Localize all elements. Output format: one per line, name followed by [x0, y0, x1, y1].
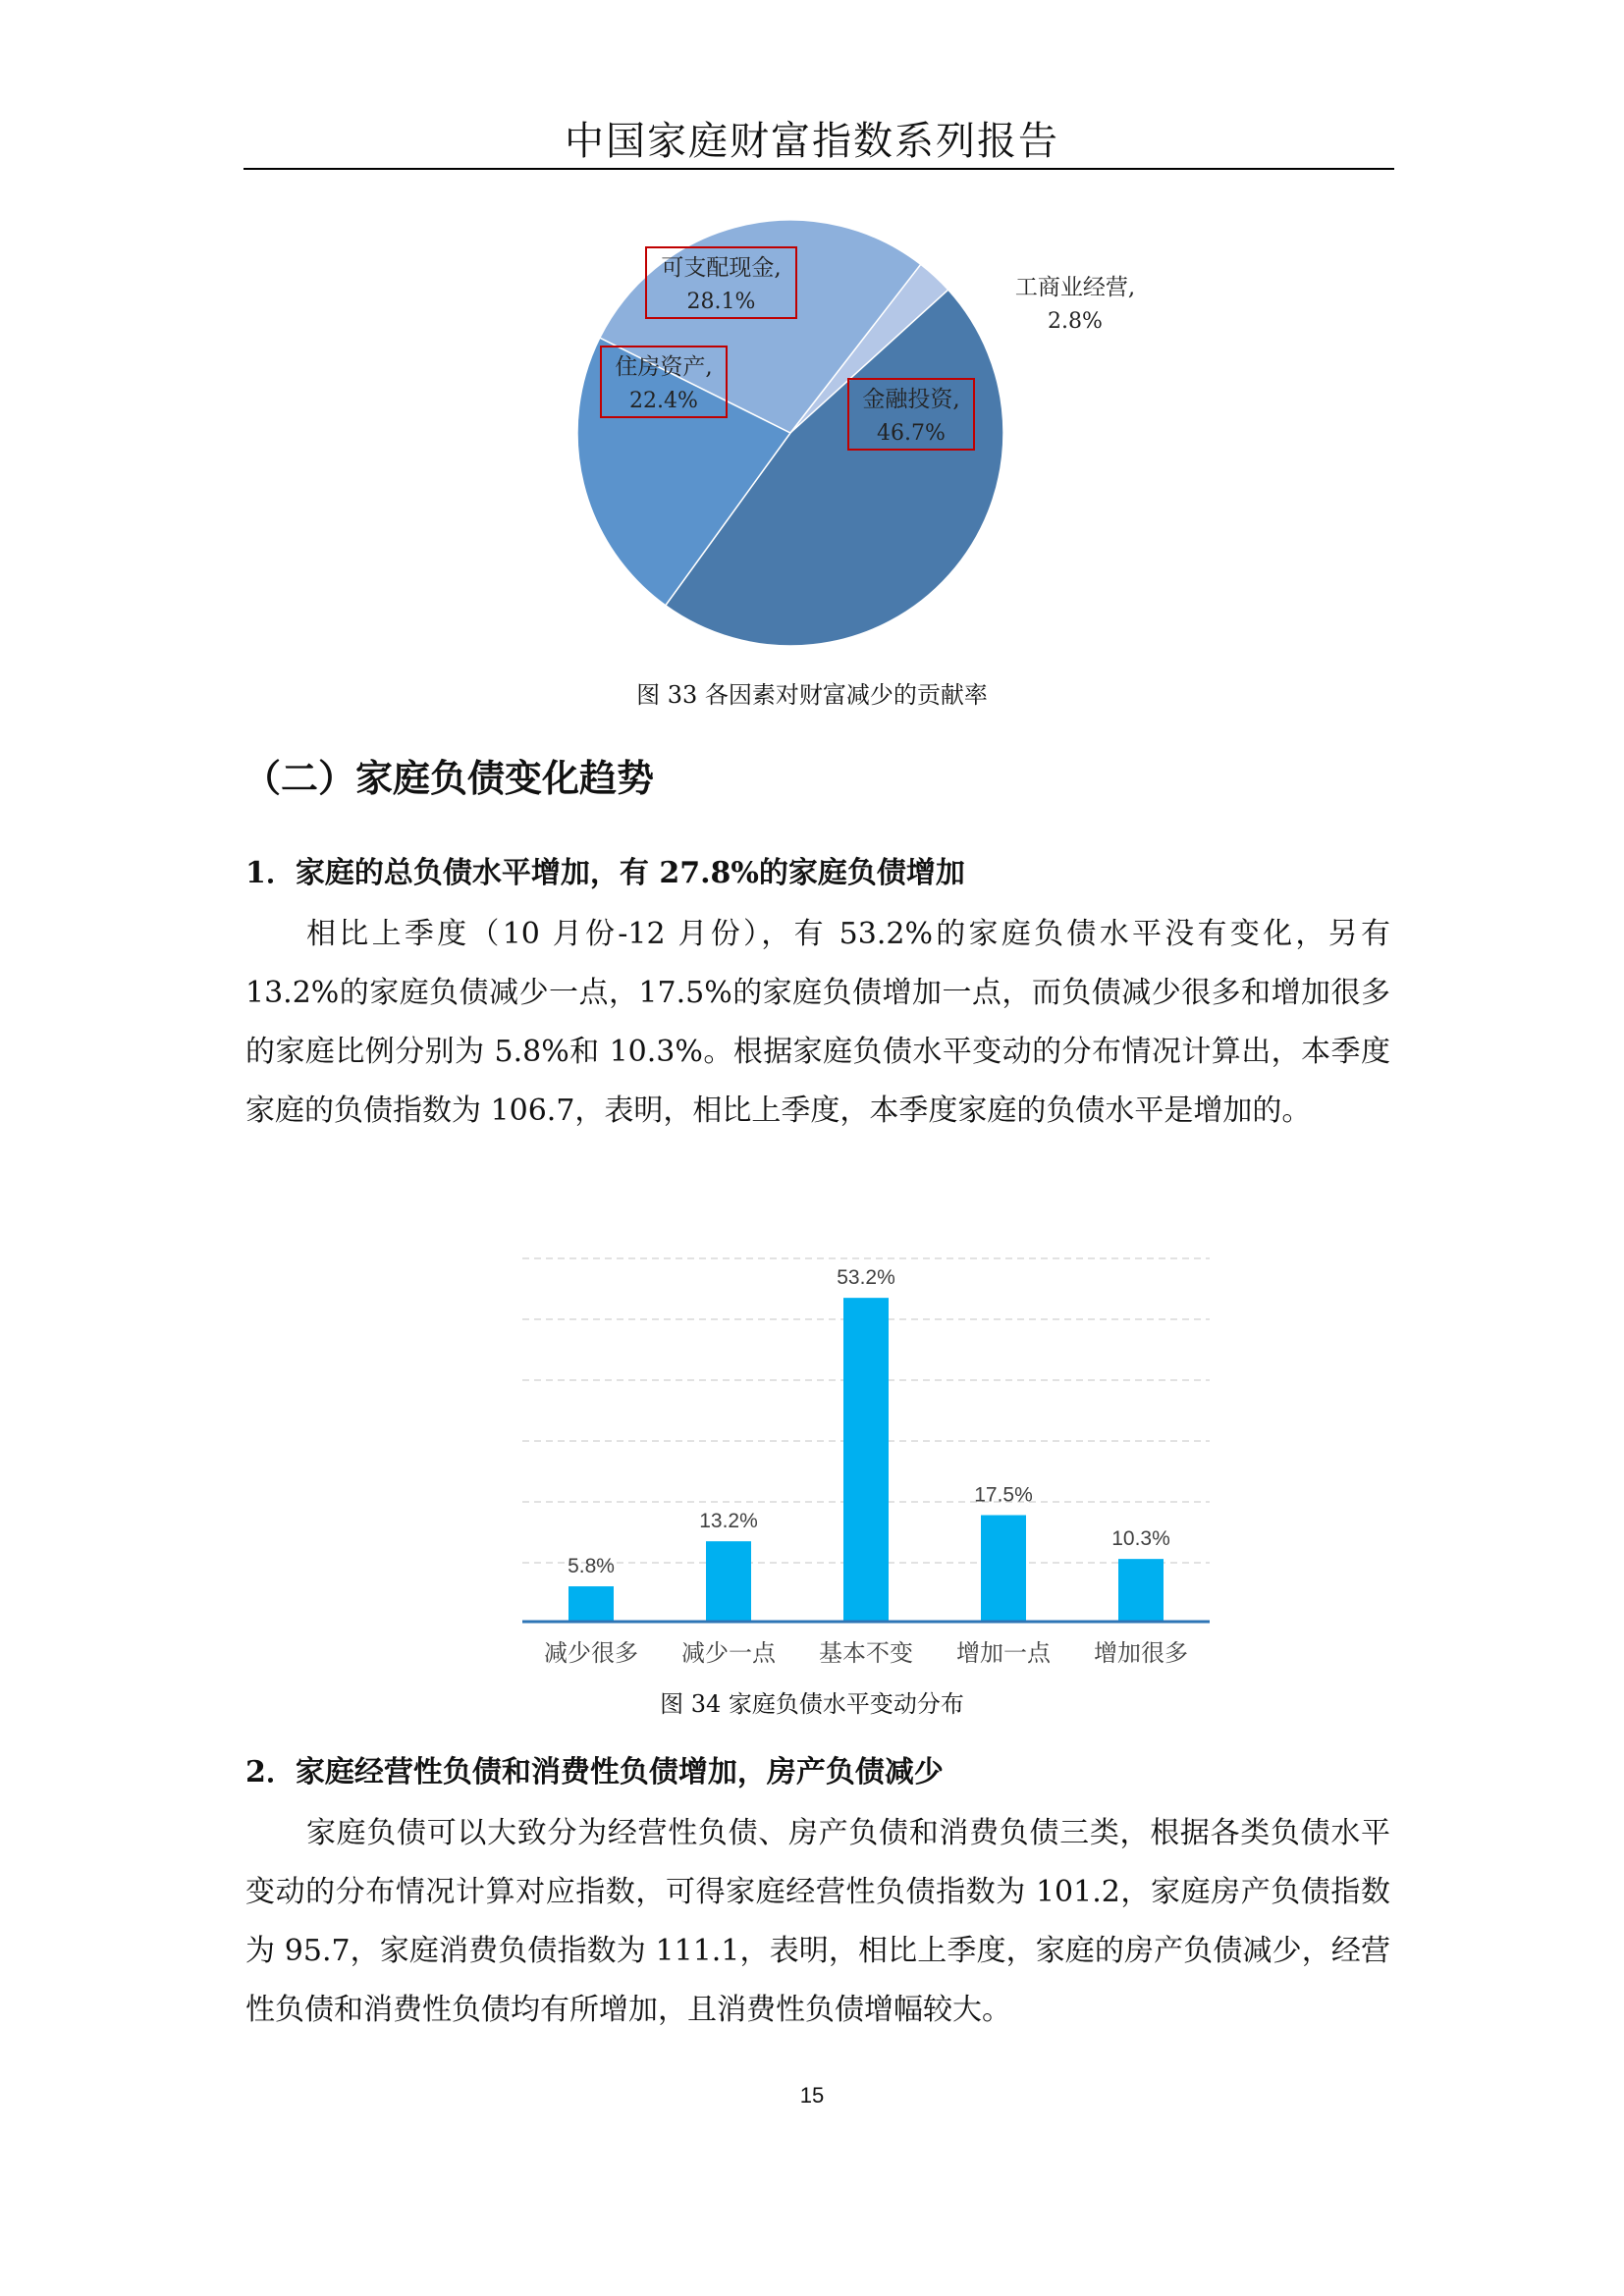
bar-category-label: 增加很多	[1094, 1640, 1188, 1667]
pie-chart-caption: 图 33 各因素对财富减少的贡献率	[636, 681, 988, 709]
bar	[843, 1298, 889, 1622]
bar-value-label: 10.3%	[1111, 1527, 1170, 1551]
pie-slice-label: 可支配现金,	[661, 255, 782, 281]
bar	[568, 1586, 614, 1622]
bar-category-label: 减少一点	[681, 1640, 776, 1667]
bar-value-label: 5.8%	[568, 1555, 615, 1578]
bar-chart-caption: 图 34 家庭负债水平变动分布	[660, 1690, 964, 1718]
bar	[706, 1541, 751, 1622]
pie-slice-label: 住房资产,	[615, 354, 713, 380]
pie-slice-label: 工商业经营,	[1014, 275, 1136, 300]
bar-value-label: 13.2%	[699, 1510, 758, 1533]
subsection-2-paragraph: 家庭负债可以大致分为经营性负债、房产负债和消费负债三类，根据各类负债水平变动的分布情况计算对应指数，可得家庭经营性负债指数为 101.2，家庭房产负债指数为 95.7，家庭消费负债指数为 111.1，表明，相比上季度，家庭的房产负债减少，经营性负债和消费性负债均有所增加，且消费性负债增幅较大。	[245, 1816, 1390, 2027]
pie-slice-value-label: 46.7%	[877, 421, 946, 446]
subsection-1-heading: 1．家庭的总负债水平增加，有 27.8%的家庭负债增加	[245, 856, 965, 890]
report-header-title: 中国家庭财富指数系列报告	[565, 119, 1059, 164]
bar-category-label: 增加一点	[956, 1640, 1051, 1667]
bar-chart	[511, 1247, 1218, 1679]
bar-value-label: 17.5%	[974, 1483, 1033, 1507]
pie-slice-label: 金融投资,	[862, 387, 960, 412]
subsection-2-heading: 2．家庭经营性负债和消费性负债增加，房产负债减少	[245, 1755, 944, 1789]
bar-value-label: 53.2%	[837, 1266, 895, 1290]
pie-slice-value-label: 2.8%	[1048, 309, 1103, 334]
section-heading: （二）家庭负债变化趋势	[244, 756, 655, 800]
pie-slice-value-label: 28.1%	[686, 290, 756, 314]
pie-slice-value-label: 22.4%	[629, 389, 698, 413]
bar-category-label: 基本不变	[819, 1640, 913, 1667]
header-rule	[244, 168, 1394, 170]
pie-chart	[550, 206, 1136, 677]
subsection-1-paragraph: 相比上季度（10 月份-12 月份），有 53.2%的家庭负债水平没有变化，另有 13.2%的家庭负债减少一点，17.5%的家庭负债增加一点，而负债减少很多和增加很多的家庭比例分别为 5.8%和 10.3%。根据家庭负债水平变动的分布情况计算出，本季度家庭的负债指数为 106.7，表明，相比上季度，本季度家庭的负债水平是增加的。	[245, 917, 1390, 1128]
bar	[981, 1516, 1026, 1623]
page-number: 15	[799, 2083, 825, 2108]
bar	[1118, 1559, 1164, 1622]
bar-category-label: 减少很多	[544, 1640, 638, 1667]
